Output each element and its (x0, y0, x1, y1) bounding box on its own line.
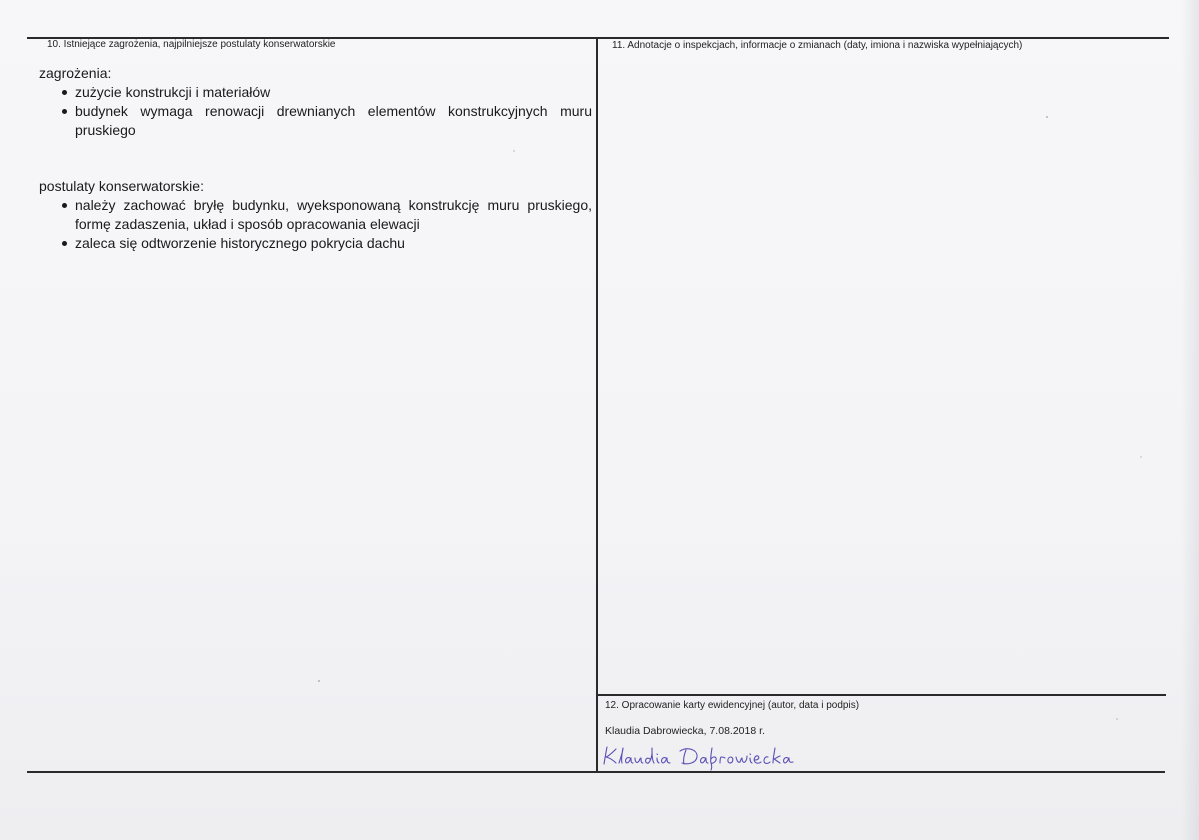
threat-item-text: budynek wymaga renowacji drewnianych elementów konstrukcyjnych muru pruskiego (75, 103, 592, 138)
scan-speck (513, 150, 515, 152)
threats-heading: zagrożenia: (39, 65, 112, 81)
column-divider (596, 37, 598, 772)
paper-edge-shadow (1181, 0, 1199, 840)
bullet-icon (62, 241, 67, 246)
threat-item-text: zużycie konstrukcji i materiałów (75, 84, 271, 100)
postulates-block (39, 177, 592, 253)
bullet-icon (62, 203, 67, 208)
scan-speck (1140, 456, 1142, 458)
list-item (39, 234, 592, 253)
bullet-icon (62, 90, 67, 95)
field-10-label: 10. Istniejące zagrożenia, najpilniejsze postulaty konserwatorskie (47, 39, 336, 50)
bullet-icon (62, 109, 67, 114)
postulates-list (39, 196, 592, 253)
list-item (39, 102, 592, 140)
field-12-label: 12. Opracowanie karty ewidencyjnej (autor, data i podpis) (605, 700, 860, 711)
signature-section-rule (596, 694, 1166, 696)
postulate-item-text: należy zachować bryłę budynku, wyeksponowaną konstrukcję muru pruskiego, formę zadaszenia, układ i sposób opracowania elewacji (75, 197, 592, 232)
scan-speck (1116, 718, 1118, 720)
scan-speck (318, 680, 320, 682)
postulates-heading: postulaty konserwatorskie: (39, 178, 204, 194)
scan-speck (1046, 116, 1048, 118)
list-item (39, 83, 592, 102)
postulate-item-text: zaleca się odtworzenie historycznego pokrycia dachu (75, 235, 405, 251)
author-date-line: Klaudia Dabrowiecka, 7.08.2018 r. (605, 725, 765, 737)
handwritten-signature (600, 740, 830, 772)
field-11-label: 11. Adnotacje o inspekcjach, informacje o zmianach (daty, imiona i nazwiska wypełniających) (612, 40, 1023, 51)
threats-list (39, 83, 592, 140)
list-item (39, 196, 592, 234)
field-10-content (39, 64, 592, 253)
